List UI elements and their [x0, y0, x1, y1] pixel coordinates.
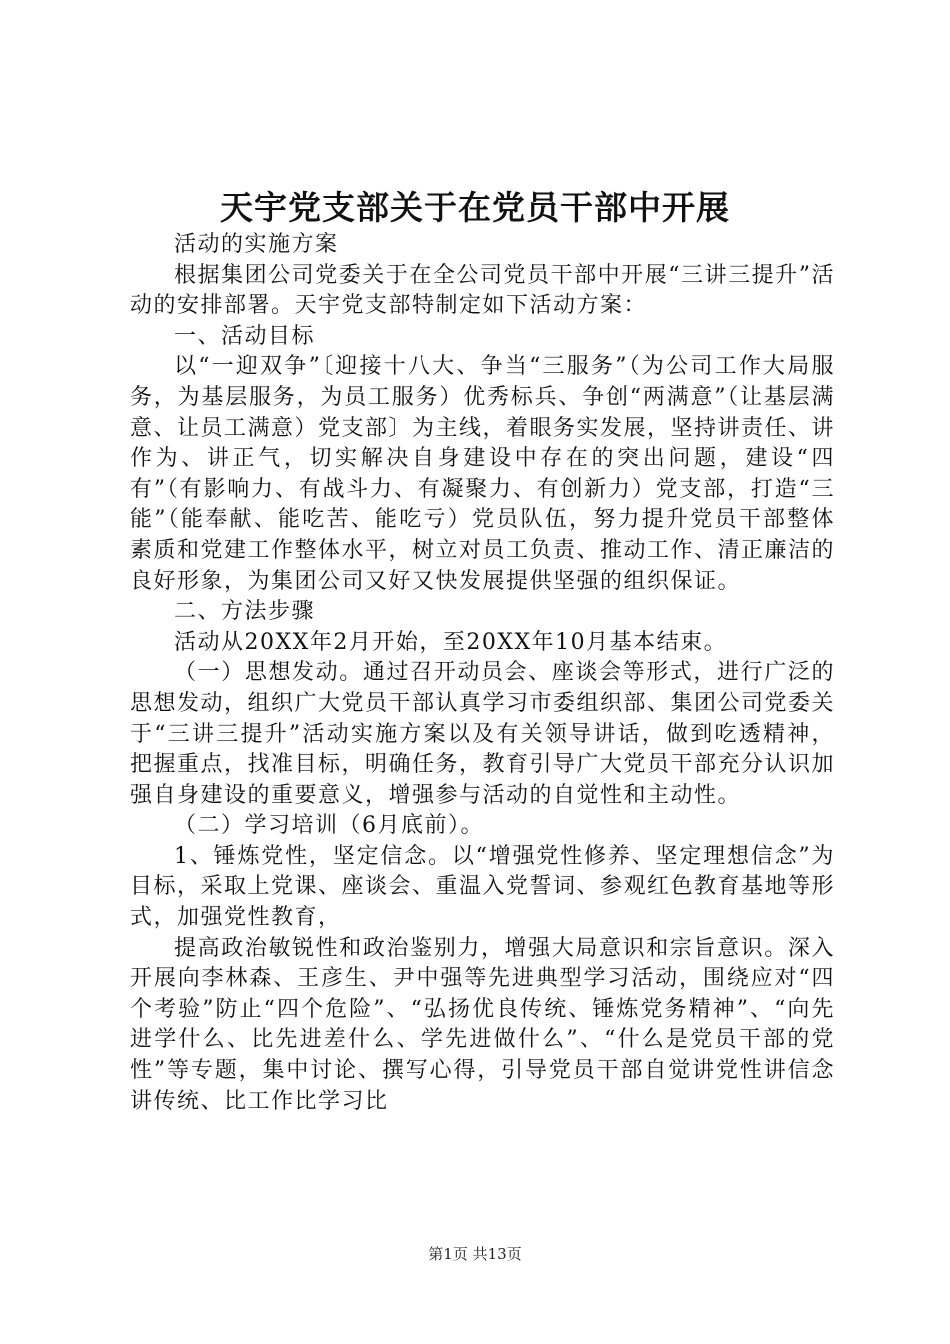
- paragraph-timeline: 活动从20XX年2月开始，至20XX年10月基本结束。: [174, 629, 728, 655]
- section-heading-goals: 一、活动目标: [174, 323, 316, 349]
- section-heading-steps: 二、方法步骤: [174, 599, 316, 625]
- paragraph-party-spirit: 1、锤炼党性，坚定信念。以“增强党性修养、坚定理想信念”为目标，采取上党课、座谈会、重温入党誓词、参观红色教育基地等形式，加强党性教育，: [130, 843, 836, 931]
- subheading-training: （二）学习培训（6月底前）。: [174, 813, 484, 839]
- page-footer: 第1页 共13页: [428, 1245, 522, 1263]
- paragraph-intro: 根据集团公司党委关于在全公司党员干部中开展“三讲三提升”活动的安排部署。天宇党支部特制定如下活动方案：: [130, 262, 835, 319]
- document-body: [130, 230, 835, 1117]
- document-title: 天宇党支部关于在党员干部中开展: [220, 188, 730, 227]
- paragraph-political-awareness: 提高政治敏锐性和政治鉴别力，增强大局意识和宗旨意识。深入开展向李林森、王彦生、尹中强等先进典型学习活动，围绕应对“四个考验”防止“四个危险”、“弘扬优良传统、锤炼党务精神”、“向先进学什么、比先进差什么、学先进做什么”、“什么是党员干部的党性”等专题，集中讨论、撰写心得，引导党员干部自觉讲党性讲信念讲传统、比工作比学习比: [130, 935, 836, 1114]
- paragraph-mobilization: （一）思想发动。通过召开动员会、座谈会等形式，进行广泛的思想发动，组织广大党员干部认真学习市委组织部、集团公司党委关于“三讲三提升”活动实施方案以及有关领导讲话，做到吃透精神，把握重点，找准目标，明确任务，教育引导广大党员干部充分认识加强自身建设的重要意义，增强参与活动的自觉性和主动性。: [130, 660, 836, 808]
- paragraph-goals: 以“一迎双争”〔迎接十八大、争当“三服务”（为公司工作大局服务，为基层服务，为员工服务）优秀标兵、争创“两满意”（让基层满意、让员工满意）党支部〕为主线，着眼务实发展，坚持讲责任、讲作为、讲正气，切实解决自身建设中存在的突出问题，建设“四有”（有影响力、有战斗力、有凝聚力、有创新力）党支部，打造“三能”（能奉献、能吃苦、能吃亏）党员队伍，努力提升党员干部整体素质和党建工作整体水平，树立对员工负责、推动工作、清正廉洁的良好形象，为集团公司又好又快发展提供坚强的组织保证。: [130, 354, 836, 594]
- paragraph-title-continuation: 活动的实施方案: [174, 232, 339, 257]
